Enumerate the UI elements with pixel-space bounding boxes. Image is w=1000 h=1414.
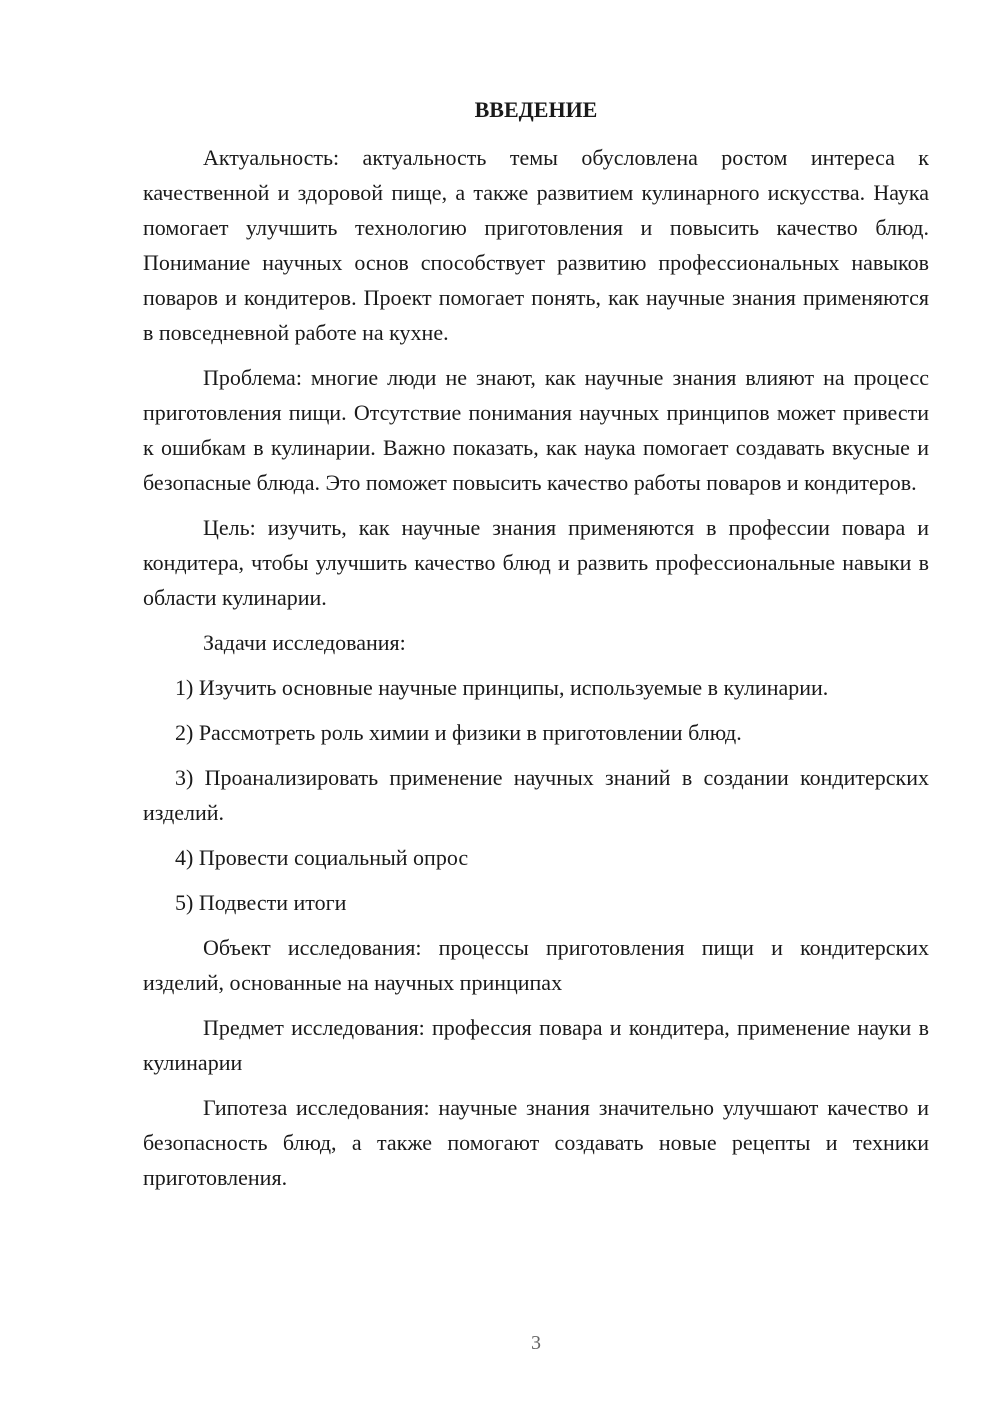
page-number: 3: [531, 1332, 541, 1354]
hypothesis-paragraph: Гипотеза исследования: научные знания значительно улучшают качество и безопасность блюд, а также помогают создавать новые рецепты и техники приготовления.: [143, 1095, 929, 1190]
tasks-heading: Задачи исследования:: [203, 630, 406, 655]
relevance-paragraph: Актуальность: актуальность темы обусловлена ростом интереса к качественной и здоровой пище, а также развитием кулинарного искусства. Наука помогает улучшить технологию приготовления и повысить качество блюд. Понимание научных основ способствует развитию профессиональных навыков поваров и кондитеров. Проект помогает понять, как научные знания применяются в повседневной работе на кухне.: [143, 145, 929, 345]
task-item-4: 4) Провести социальный опрос: [175, 845, 469, 870]
task-item-1: 1) Изучить основные научные принципы, используемые в кулинарии.: [175, 675, 829, 700]
subject-paragraph: Предмет исследования: профессия повара и кондитера, применение науки в кулинарии: [143, 1015, 929, 1075]
object-paragraph: Объект исследования: процессы приготовления пищи и кондитерских изделий, основанные на научных принципах: [143, 935, 929, 995]
task-item-2: 2) Рассмотреть роль химии и физики в приготовлении блюд.: [175, 720, 742, 745]
task-item-5: 5) Подвести итоги: [175, 890, 347, 915]
page-title: ВВЕДЕНИЕ: [474, 97, 598, 122]
problem-paragraph: Проблема: многие люди не знают, как научные знания влияют на процесс приготовления пищи. Отсутствие понимания научных принципов может привести к ошибкам в кулинарии. Важно показать, как наука помогает создавать вкусные и безопасные блюда. Это поможет повысить качество работы поваров и кондитеров.: [143, 365, 929, 495]
goal-paragraph: Цель: изучить, как научные знания применяются в профессии повара и кондитера, чтобы улучшить качество блюд и развить профессиональные навыки в области кулинарии.: [143, 515, 929, 610]
document-page: [143, 94, 929, 1205]
task-item-3: 3) Проанализировать применение научных знаний в создании кондитерских изделий.: [143, 765, 929, 825]
